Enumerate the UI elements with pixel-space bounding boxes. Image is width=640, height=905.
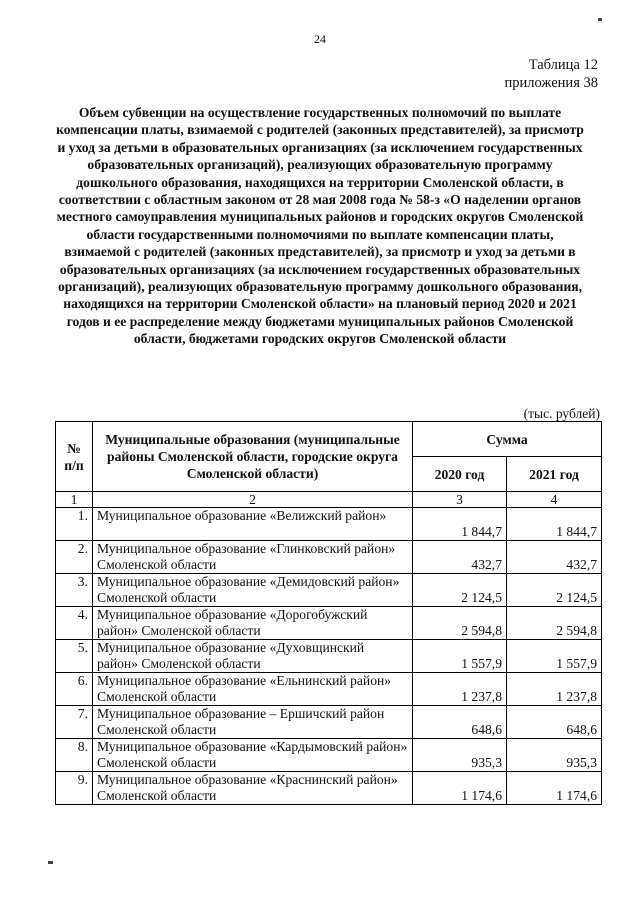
value-2021: 648,6: [507, 706, 602, 739]
value-2021: 935,3: [507, 739, 602, 772]
value-2021: 1 174,6: [507, 772, 602, 805]
row-number: 2.: [56, 541, 93, 574]
municipality-name: Муниципальное образование «Ельнинский район» Смоленской области: [93, 673, 413, 706]
header-num: № п/п: [56, 422, 93, 492]
table-row: [56, 574, 602, 607]
table-ref-line2: приложения 38: [504, 75, 598, 91]
municipality-name: Муниципальное образование «Глинковский район» Смоленской области: [93, 541, 413, 574]
table-row: [56, 607, 602, 640]
value-2021: 1 557,9: [507, 640, 602, 673]
table-ref-line1: Таблица 12: [528, 57, 598, 73]
table-reference: [505, 56, 598, 92]
subvention-table: [55, 421, 602, 805]
municipality-name: Муниципальное образование «Кардымовский район» Смоленской области: [93, 739, 413, 772]
value-2020: 1 844,7: [413, 508, 507, 541]
row-number: 4.: [56, 607, 93, 640]
value-2020: 2 594,8: [413, 607, 507, 640]
units-label: (тыс. рублей): [523, 406, 600, 421]
table-row: [56, 508, 602, 541]
value-2020: 2 124,5: [413, 574, 507, 607]
header-name: Муниципальные образования (муниципальные районы Смоленской области, городские округа Смоленской области): [93, 422, 413, 492]
row-number: 3.: [56, 574, 93, 607]
table-row: [56, 640, 602, 673]
row-number: 8.: [56, 739, 93, 772]
col-number: 2: [93, 492, 413, 508]
municipality-name: Муниципальное образование «Краснинский район» Смоленской области: [93, 772, 413, 805]
table-row: [56, 541, 602, 574]
municipality-name: Муниципальное образование «Дорогобужский район» Смоленской области: [93, 607, 413, 640]
scan-speck: [48, 861, 53, 864]
value-2020: 1 174,6: [413, 772, 507, 805]
table-row: [56, 739, 602, 772]
header-sum: Сумма: [413, 422, 602, 457]
value-2021: 432,7: [507, 541, 602, 574]
value-2021: 2 594,8: [507, 607, 602, 640]
row-number: 5.: [56, 640, 93, 673]
scan-speck: [598, 18, 602, 21]
municipality-name: Муниципальное образование «Духовщинский район» Смоленской области: [93, 640, 413, 673]
value-2020: 1 557,9: [413, 640, 507, 673]
document-title: Объем субвенции на осуществление государственных полномочий по выплате компенсации платы, взимаемой с родителей (законных представителей), за присмотр и уход за детьми в образовательных организациях (за исключением государственных образовательных организаций), реализующих образовательную программу дошкольного образования, находящихся на территории Смоленской области, в соответствии с областным законом от 28 мая 2008 года № 58-з «О наделении органов местного самоуправления муниципальных районов и городских округов Смоленской области государственными полномочиями по выплате компенсации платы, взимаемой с родителей (законных представителей), за присмотр и уход за детьми в образовательных организациях (за исключением государственных образовательных организаций), реализующих образовательную программу дошкольного образования, находящихся на территории Смоленской области» на плановый период 2020 и 2021 годов и ее распределение между бюджетами муниципальных районов Смоленской области, бюджетами городских округов Смоленской области: [56, 105, 584, 347]
col-number: 3: [413, 492, 507, 508]
page-number: 24: [314, 32, 326, 46]
municipality-name: Муниципальное образование «Велижский район»: [93, 508, 413, 541]
header-2021: 2021 год: [507, 457, 602, 492]
municipality-name: Муниципальное образование – Ершичский район Смоленской области: [93, 706, 413, 739]
value-2021: 1 237,8: [507, 673, 602, 706]
value-2020: 935,3: [413, 739, 507, 772]
value-2020: 432,7: [413, 541, 507, 574]
row-number: 9.: [56, 772, 93, 805]
value-2021: 1 844,7: [507, 508, 602, 541]
table-row: [56, 772, 602, 805]
value-2020: 648,6: [413, 706, 507, 739]
municipality-name: Муниципальное образование «Демидовский район» Смоленской области: [93, 574, 413, 607]
col-number: 1: [56, 492, 93, 508]
row-number: 7.: [56, 706, 93, 739]
table-row: [56, 673, 602, 706]
col-number: 4: [507, 492, 602, 508]
row-number: 6.: [56, 673, 93, 706]
value-2021: 2 124,5: [507, 574, 602, 607]
value-2020: 1 237,8: [413, 673, 507, 706]
header-2020: 2020 год: [413, 457, 507, 492]
table-row: [56, 706, 602, 739]
row-number: 1.: [56, 508, 93, 541]
